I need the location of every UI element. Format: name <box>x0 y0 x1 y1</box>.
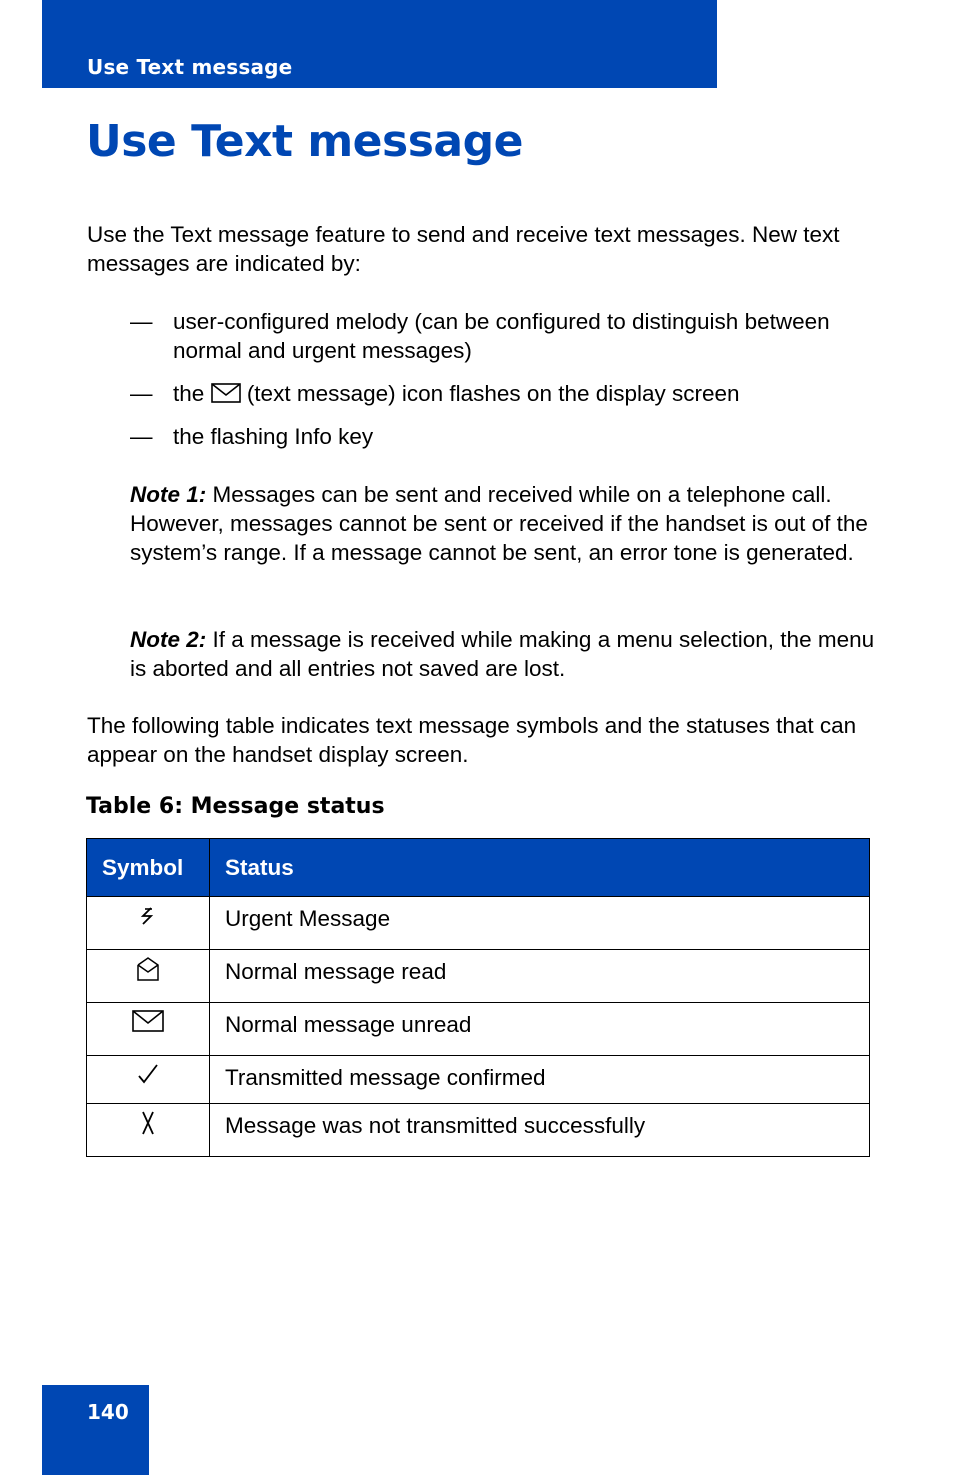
table-caption: Table 6: Message status <box>86 794 385 819</box>
bullet-text <box>173 379 863 408</box>
status-cell: Normal message unread <box>210 1003 870 1056</box>
envelope-icon <box>211 381 241 401</box>
note-text: Messages can be sent and received while on a telephone call. However, messages cannot be sent or received if the handset is out of the system’s range. If a message cannot be sent, an error tone is generated. <box>130 482 868 565</box>
table-row <box>87 1056 870 1104</box>
note-label: Note 1: <box>130 482 207 507</box>
table-row <box>87 950 870 1003</box>
checkmark-icon <box>136 1066 160 1091</box>
page-number: 140 <box>87 1400 129 1424</box>
note-1 <box>130 480 875 567</box>
table-row <box>87 897 870 950</box>
table-intro: The following table indicates text message symbols and the statuses that can appear on the handset display screen. <box>87 713 857 767</box>
cross-icon <box>140 1116 156 1141</box>
bullet-dash: — <box>130 424 153 449</box>
note-label: Note 2: <box>130 627 207 652</box>
bullet-dash: — <box>130 381 153 406</box>
bullet-dash: — <box>130 309 153 334</box>
page-title: Use Text message <box>86 116 523 167</box>
symbol-cell <box>87 1104 210 1157</box>
status-cell: Urgent Message <box>210 897 870 950</box>
status-cell: Normal message read <box>210 950 870 1003</box>
symbol-cell <box>87 1003 210 1056</box>
table-header-row <box>87 839 870 897</box>
column-header-symbol: Symbol <box>87 839 210 897</box>
status-cell: Transmitted message confirmed <box>210 1056 870 1104</box>
bullet-text-before: the <box>173 381 205 406</box>
bullet-text: user-configured melody (can be configured to distinguish between normal and urgent messages) <box>173 309 830 363</box>
table-row <box>87 1003 870 1056</box>
envelope-open-icon <box>136 962 160 987</box>
symbol-cell <box>87 897 210 950</box>
note-2 <box>130 625 875 683</box>
note-text: If a message is received while making a menu selection, the menu is aborted and all entries not saved are lost. <box>130 627 875 681</box>
bullet-text: the flashing Info key <box>173 424 374 449</box>
table-row <box>87 1104 870 1157</box>
symbol-cell <box>87 950 210 1003</box>
running-title: Use Text message <box>87 55 293 79</box>
page-number-box <box>42 1385 149 1475</box>
bullet-text-after: (text message) icon flashes on the display screen <box>246 381 740 406</box>
urgent-icon <box>140 907 156 932</box>
column-header-status: Status <box>210 839 870 897</box>
symbol-cell <box>87 1056 210 1104</box>
intro-paragraph: Use the Text message feature to send and receive text messages. New text messages are indicated by: <box>87 222 840 276</box>
status-table <box>86 838 870 1157</box>
header-bar <box>42 0 717 88</box>
status-cell: Message was not transmitted successfully <box>210 1104 870 1157</box>
envelope-icon <box>132 1013 164 1038</box>
